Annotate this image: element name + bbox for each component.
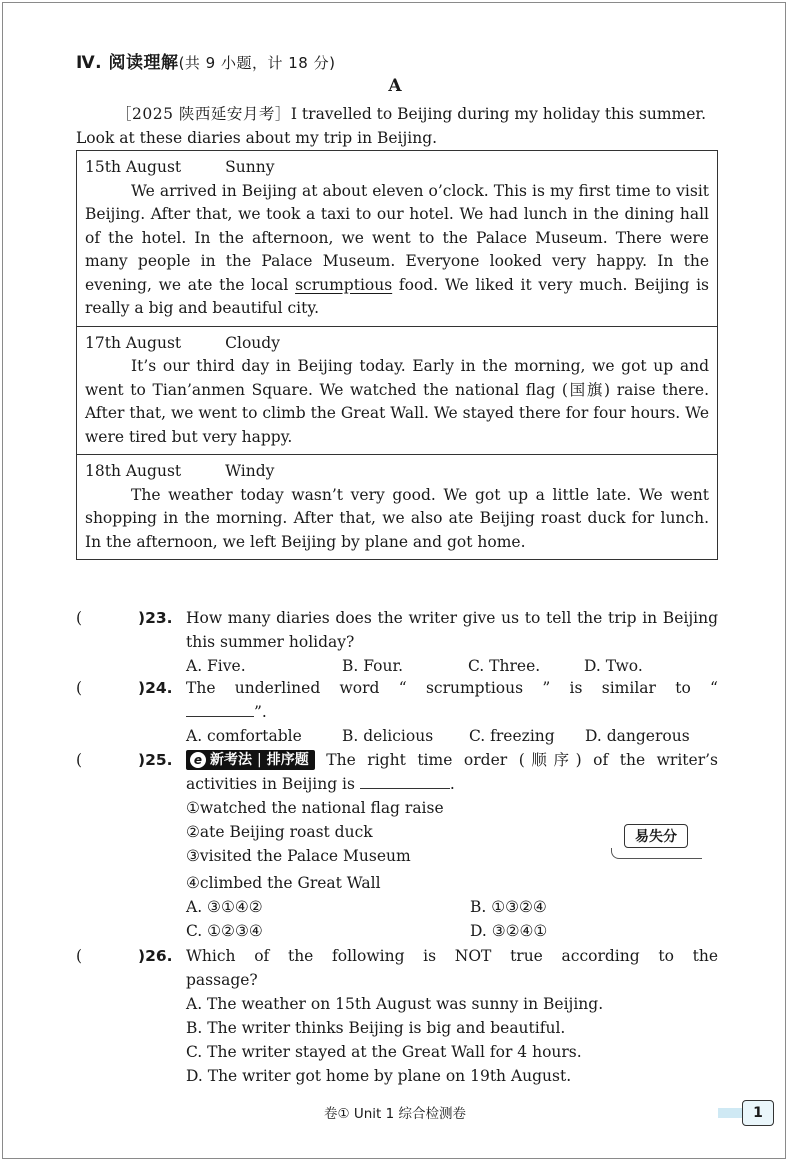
diary-text: food. We liked it very much. Beijing is really a big and beautiful city. [85,275,709,317]
section-title-text: Ⅳ. 阅读理解 [76,53,179,73]
question-text-end: ”. [254,703,267,721]
diary-weather: Sunny [225,158,275,176]
intro-source: ［2025 陕西延安月考］ [116,105,291,123]
bracket-open: ( [76,609,83,627]
section-count: (共 9 小题，计 18 分) [178,54,336,72]
diary-body: It’s our third day in Beijing today. Early in the morning, we got up and went to Tian’anmen Square. We watched the national flag (国旗) raise there. After that, we went to climb the Great Wall. We stayed there for four hours. We were tired but very happy. [85,357,709,446]
question-number: )25. [138,751,173,769]
question-text [186,676,718,724]
part-label: A [388,76,402,96]
order-item: ①watched the national flag raise [186,799,444,817]
option-a[interactable]: A. The weather on 15th August was sunny in Beijing. [186,995,604,1013]
option-c[interactable]: C. Three. [468,657,541,675]
option-b[interactable]: B. The writer thinks Beijing is big and beautiful. [186,1019,566,1037]
underlined-word: scrumptious [295,275,393,294]
option-d[interactable]: D. Two. [584,657,643,675]
diary-weather: Windy [225,462,275,480]
question-26 [76,944,718,1088]
question-text [186,748,718,796]
option-b[interactable]: B. delicious [342,727,434,745]
diary-entry [77,151,717,327]
diary-date: 18th August [85,462,182,480]
badge-label: 新考法 [210,752,252,768]
badge-logo-icon: e [190,752,206,768]
order-item: ③visited the Palace Museum [186,847,411,865]
diary-entry [77,455,717,559]
badge-separator: | [257,752,262,768]
diary-entry [77,327,717,456]
question-text: Which of the following is NOT true according to the passage? [186,947,718,989]
question-text-main: The right time order (顺序) of the writer’s activities in Beijing is [186,751,718,793]
page-number: 1 [742,1100,774,1126]
bracket-open: ( [76,679,83,697]
options-row [186,919,718,943]
option-a[interactable]: A. comfortable [186,727,302,745]
question-text-end: . [449,775,455,793]
error-prone-tag: 易失分 [624,824,688,848]
order-item: ②ate Beijing roast duck [186,823,373,841]
question-24 [76,676,718,748]
answer-blank[interactable] [360,774,450,789]
option-d[interactable]: D. The writer got home by plane on 19th August. [186,1067,572,1085]
diary-body [85,180,709,321]
question-number: )26. [138,947,173,965]
option-c[interactable]: C. freezing [469,727,555,745]
option-d[interactable]: D. ③②④① [470,922,548,940]
question-number: )23. [138,609,173,627]
diary-date: 15th August [85,158,182,176]
option-b[interactable]: B. ①③②④ [470,898,547,916]
option-c[interactable]: C. The writer stayed at the Great Wall for 4 hours. [186,1043,582,1061]
question-number: )24. [138,679,173,697]
options-row [186,724,718,748]
diary-text: We arrived in Beijing at about eleven o’clock. This is my first time to visit Beijing. After that, we took a taxi to our hotel. We had lunch in the dining hall of the hotel. In the afternoon, we went to the Palace Museum. There were many people in the Palace Museum. Everyone looked very happy. In the evening, we ate the local [85,181,709,294]
option-a[interactable]: A. Five. [186,657,246,675]
options-list [186,992,718,1088]
page-footer: 卷① Unit 1 综合检测卷 [323,1106,467,1122]
bracket-open: ( [76,751,83,769]
intro-paragraph [76,102,718,150]
diaries-box [76,150,718,560]
options-row [186,654,718,678]
page-number-decoration [718,1108,744,1118]
bracket-open: ( [76,947,83,965]
diary-header [85,156,709,180]
option-c[interactable]: C. ①②③④ [186,922,263,940]
section-title [76,48,335,73]
diary-header [85,460,709,484]
order-item: ④climbed the Great Wall [186,874,381,892]
option-a[interactable]: A. ③①④② [186,898,263,916]
badge-type: 排序题 [266,752,309,768]
diary-weather: Cloudy [225,333,280,352]
diary-date: 17th August [85,333,182,352]
answer-blank[interactable] [186,700,254,717]
question-25 [76,748,718,943]
question-23 [76,606,718,678]
question-text-main: The underlined word “ scrumptious ” is similar to “ [186,679,718,697]
option-b[interactable]: B. Four. [342,657,404,675]
diary-body: The weather today wasn’t very good. We got up a little late. We went shopping in the morning. After that, we also ate Beijing roast duck for lunch. In the afternoon, we left Beijing by plane and got home. [85,485,709,551]
option-d[interactable]: D. dangerous [585,727,690,745]
new-method-badge [186,750,315,770]
diary-header [85,332,709,356]
intro-text: I travelled to Beijing during my holiday this summer. Look at these diaries about my trip in Beijing. [76,105,707,147]
options-row [186,895,718,919]
question-text: How many diaries does the writer give us to tell the trip in Beijing this summer holiday? [186,609,718,651]
